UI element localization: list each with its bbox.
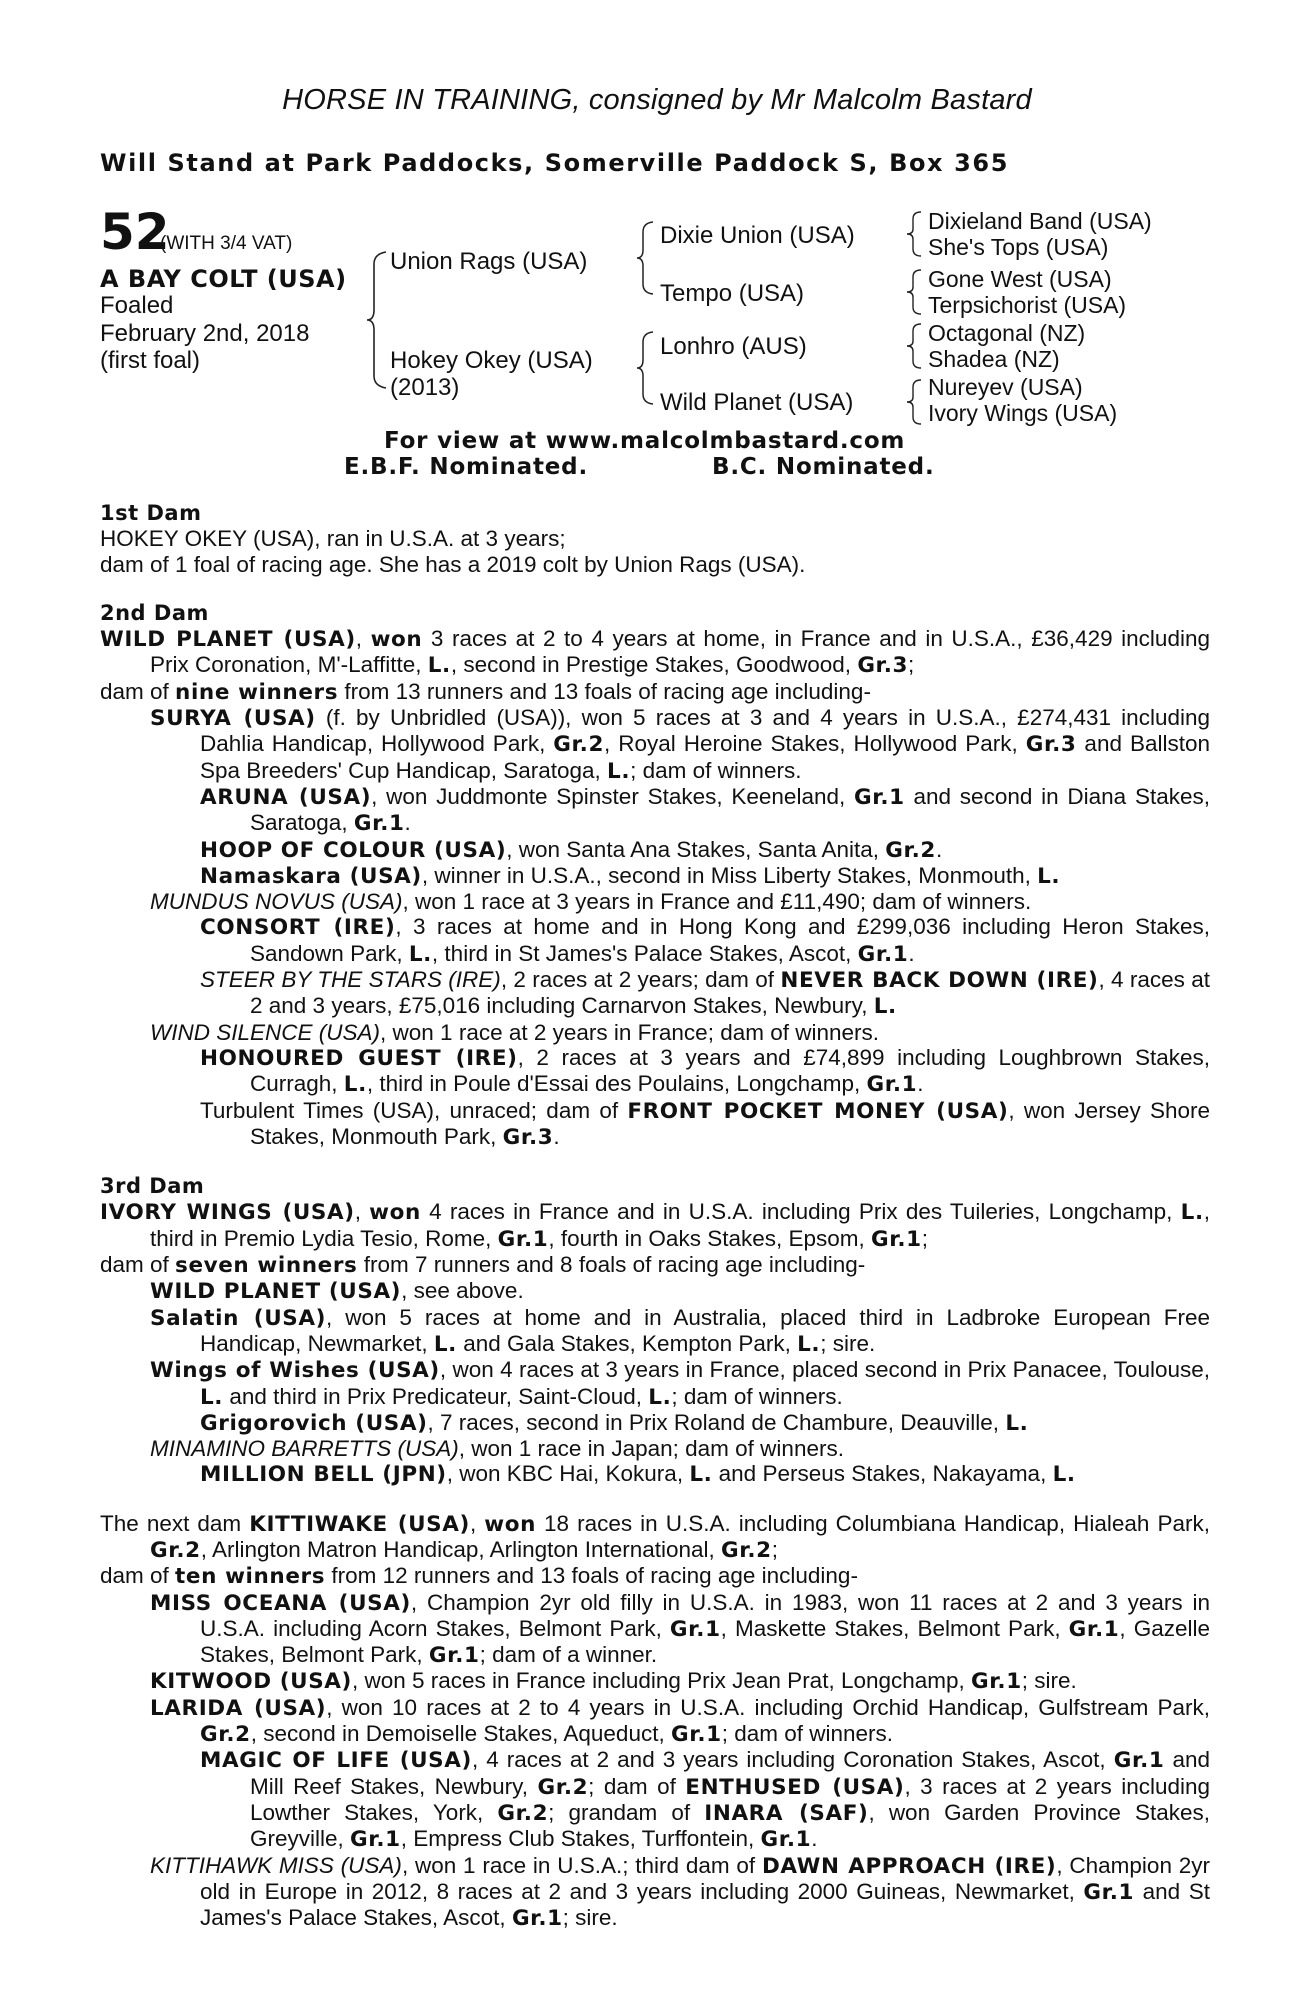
pedigree-gen3-item: Terpsichorist (USA) xyxy=(928,292,1127,318)
produce-record: MUNDUS NOVUS (USA), won 1 race at 3 years in France and £11,490; dam of winners. xyxy=(150,889,1032,915)
second-dam-paragraph: WILD PLANET (USA), won 3 races at 2 to 4 years at home, in France and in U.S.A., £36,429 including Prix Coronation, M'-Laffitte, L., second in Prestige Stakes, Goodwood, Gr.3; xyxy=(100,626,1210,679)
produce-record: LARIDA (USA), won 10 races at 2 to 4 years in U.S.A. including Orchid Handicap, Gulfstream Park, Gr.2, second in Demoiselle Stakes, Aqueduct, Gr.1; dam of winners. xyxy=(150,1694,1210,1748)
pedigree-gen3-item: Ivory Wings (USA) xyxy=(928,400,1118,426)
family-notes xyxy=(100,500,1210,1931)
first-dam-paragraph: dam of 1 foal of racing age. She has a 2019 colt by Union Rags (USA). xyxy=(100,551,806,577)
page-title: HORSE IN TRAINING, consigned by Mr Malcolm Bastard xyxy=(282,84,1032,116)
stand-location: Will Stand at Park Paddocks, Somerville Paddock S, Box 365 xyxy=(100,149,1009,177)
lot-number: 52 xyxy=(100,203,170,261)
pedigree-brace-main xyxy=(366,250,390,390)
produce-record: ARUNA (USA), won Juddmonte Spinster Stakes, Keeneland, Gr.1 and second in Diana Stakes, Saratoga, Gr.1. xyxy=(200,783,1210,837)
section-heading-2nd-dam: 2nd Dam xyxy=(100,600,209,625)
pedigree-brace-g3-3 xyxy=(906,322,924,370)
section-heading-3rd-dam: 3rd Dam xyxy=(100,1174,205,1199)
produce-record: KITWOOD (USA), won 5 races in France including Prix Jean Prat, Longchamp, Gr.1; sire. xyxy=(150,1668,1077,1695)
produce-record: Wings of Wishes (USA), won 4 races at 3 years in France, placed second in Prix Panacee, Toulouse, L. and third in Prix Predicateur, Saint-Cloud, L.; dam of winners. xyxy=(150,1357,1210,1410)
pedigree-gen3-item: She's Tops (USA) xyxy=(928,234,1109,260)
pedigree-gen3-item: Dixieland Band (USA) xyxy=(928,208,1152,234)
next-dam-paragraph: The next dam KITTIWAKE (USA), won 18 races in U.S.A. including Columbiana Handicap, Hialeah Park, Gr.2, Arlington Matron Handicap, Arlington International, Gr.2; xyxy=(100,1510,1210,1563)
view-link-text: For view at www.malcolmbastard.com xyxy=(384,428,906,454)
produce-record: Grigorovich (USA), 7 races, second in Prix Roland de Chambure, Deauville, L. xyxy=(200,1409,1029,1436)
produce-record: WIND SILENCE (USA), won 1 race at 2 years in France; dam of winners. xyxy=(150,1019,880,1045)
pedigree-dam: Hokey Okey (USA) xyxy=(390,347,593,374)
pedigree-gen3-item: Nureyev (USA) xyxy=(928,374,1083,400)
produce-record: WILD PLANET (USA), see above. xyxy=(150,1278,524,1305)
produce-record: CONSORT (IRE), 3 races at home and in Hong Kong and £299,036 including Heron Stakes, Sandown Park, L., third in St James's Palace Stakes, Ascot, Gr.1. xyxy=(200,914,1210,967)
bc-nomination: B.C. Nominated. xyxy=(712,454,935,480)
produce-record: HOOP OF COLOUR (USA), won Santa Ana Stakes, Santa Anita, Gr.2. xyxy=(200,836,943,863)
third-dam-paragraph: IVORY WINGS (USA), won 4 races in France and in U.S.A. including Prix des Tuileries, Longchamp, L., third in Premio Lydia Tesio, Rome, Gr.1, fourth in Oaks Stakes, Epsom, Gr.1; xyxy=(100,1199,1211,1252)
second-dam-paragraph: dam of nine winners from 13 runners and 13 foals of racing age including- xyxy=(100,678,871,705)
pedigree-brace-g3-2 xyxy=(906,268,924,316)
produce-record: KITTIHAWK MISS (USA), won 1 race in U.S.A.; third dam of DAWN APPROACH (IRE), Champion 2yr old in Europe in 2012, 8 races at 2 and 3 years including 2000 Guineas, Newmarket, Gr.1 and St James's Palace Stakes, Ascot, Gr.1; sire. xyxy=(150,1852,1211,1932)
produce-record: MAGIC OF LIFE (USA), 4 races at 2 and 3 years including Coronation Stakes, Ascot, Gr.1 and Mill Reef Stakes, Newbury, Gr.2; dam of ENTHUSED (USA), 3 races at 2 years including Lowther Stakes, York, Gr.2; grandam of INARA (SAF), won Garden Province Stakes, Greyville, Gr.1, Empress Club Stakes, Turffontein, Gr.1. xyxy=(200,1747,1211,1853)
produce-record: MILLION BELL (JPN), won KBC Hai, Kokura, L. and Perseus Stakes, Nakayama, L. xyxy=(200,1461,1076,1488)
produce-record: MINAMINO BARRETTS (USA), won 1 race in Japan; dam of winners. xyxy=(150,1436,844,1462)
foaled-date: February 2nd, 2018 xyxy=(100,320,310,347)
section-heading-1st-dam: 1st Dam xyxy=(100,501,202,525)
vat-note: (WITH 3/4 VAT) xyxy=(160,233,293,254)
pedigree-gen3-item: Gone West (USA) xyxy=(928,266,1112,292)
next-dam-paragraph: dam of ten winners from 12 runners and 13 foals of racing age including- xyxy=(100,1563,858,1590)
pedigree-brace-sire xyxy=(636,220,656,296)
pedigree-gen2-item: Lonhro (AUS) xyxy=(660,333,807,360)
first-dam-paragraph: HOKEY OKEY (USA), ran in U.S.A. at 3 years; xyxy=(100,526,566,552)
produce-record: Salatin (USA), won 5 races at home and in Australia, placed third in Ladbroke European Free Handicap, Newmarket, L. and Gala Stakes, Kempton Park, L.; sire. xyxy=(150,1304,1210,1357)
produce-record: Turbulent Times (USA), unraced; dam of FRONT POCKET MONEY (USA), won Jersey Shore Stakes, Monmouth Park, Gr.3. xyxy=(200,1097,1210,1150)
produce-record: MISS OCEANA (USA), Champion 2yr old filly in U.S.A. in 1983, won 11 races at 2 and 3 years in U.S.A. including Acorn Stakes, Belmont Park, Gr.1, Maskette Stakes, Belmont Park, Gr.1, Gazelle Stakes, Belmont Park, Gr.1; dam of a winner. xyxy=(150,1589,1210,1669)
lot-description: A BAY COLT (USA) xyxy=(100,265,347,293)
ebf-nomination: E.B.F. Nominated. xyxy=(344,454,588,480)
pedigree-gen2-item: Tempo (USA) xyxy=(660,280,805,307)
third-dam-paragraph: dam of seven winners from 7 runners and 8 foals of racing age including- xyxy=(100,1252,866,1279)
foal-note: (first foal) xyxy=(100,347,201,374)
foaled-label: Foaled xyxy=(100,292,174,319)
pedigree-gen3-item: Shadea (NZ) xyxy=(928,346,1060,372)
pedigree-gen2-item: Wild Planet (USA) xyxy=(660,389,854,416)
produce-record: SURYA (USA) (f. by Unbridled (USA)), won 5 races at 3 and 4 years in U.S.A., £274,431 including Dahlia Handicap, Hollywood Park, Gr.2, Royal Heroine Stakes, Hollywood Park, Gr.3 and Ballston Spa Breeders' Cup Handicap, Saratoga, L.; dam of winners. xyxy=(150,705,1210,784)
pedigree-brace-dam xyxy=(636,330,656,406)
pedigree-gen2-item: Dixie Union (USA) xyxy=(660,222,855,249)
pedigree-gen3-item: Octagonal (NZ) xyxy=(928,320,1086,346)
pedigree-dam-year: (2013) xyxy=(390,374,460,401)
produce-record: STEER BY THE STARS (IRE), 2 races at 2 years; dam of NEVER BACK DOWN (IRE), 4 races at 2 and 3 years, £75,016 including Carnarvon Stakes, Newbury, L. xyxy=(200,967,1210,1020)
pedigree-brace-g3-4 xyxy=(906,378,924,426)
produce-record: HONOURED GUEST (IRE), 2 races at 3 years and £74,899 including Loughbrown Stakes, Curragh, L., third in Poule d'Essai des Poulains, Longchamp, Gr.1. xyxy=(200,1044,1210,1098)
produce-record: Namaskara (USA), winner in U.S.A., second in Miss Liberty Stakes, Monmouth, L. xyxy=(200,862,1061,889)
pedigree-brace-g3-1 xyxy=(906,210,924,258)
pedigree-sire: Union Rags (USA) xyxy=(390,248,588,275)
